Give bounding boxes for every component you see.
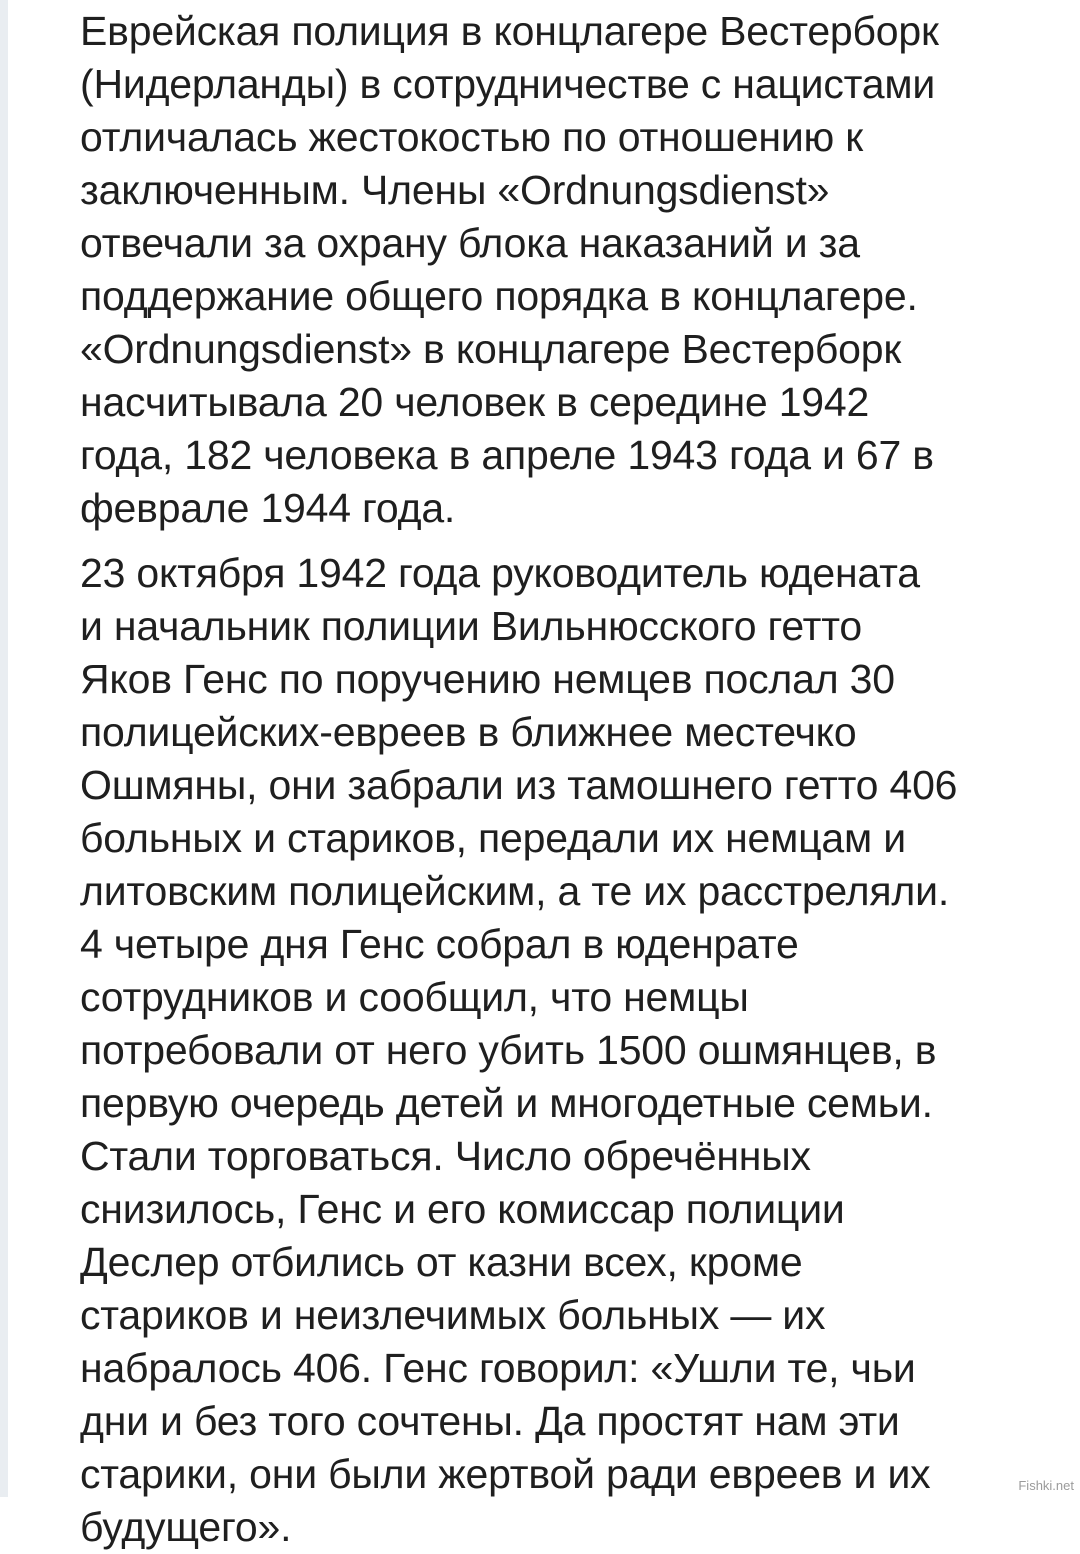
paragraph-vilnius-ghetto: 23 октября 1942 года руководитель юдената и начальник полиции Вильнюсского гетто Яков Генс по поручению немцев послал 30 полицейских-евреев в ближнее местечко Ошмяны, они забрали из тамошнего гетто 406 больных и стариков, передали их немцам и литовским полицейским, а те их расстреляли. 4 четыре дня Генс собрал в юденрате сотрудников и сообщил, что немцы потребовали от него убить 1500 ошмянцев, в первую очередь детей и многодетные семьи. Стали торговаться. Число обречённых снизилось, Генс и его комиссар полиции Деслер отбились от казни всех, кроме стариков и неизлечимых больных — их набралось 406. Генс говорил: «Ушли те, чьи дни и без того сочтены. Да простят нам эти старики, они были жертвой ради евреев и их будущего». [80,550,958,1550]
paragraph-westerbork: Еврейская полиция в концлагере Вестерборк (Нидерланды) в сотрудничестве с нацистами отличалась жестокостью по отношению к заключенным. Члены «Ordnungsdienst» отвечали за охрану блока наказаний и за поддержание общего порядка в концлагере. «Ordnungsdienst» в концлагере Вестерборк насчитывала 20 человек в середине 1942 года, 182 человека в апреле 1943 года и 67 в феврале 1944 года. [80,8,939,531]
article-text [80,5,1075,1554]
left-border-rule [0,0,8,1497]
watermark: Fishki.net [1018,1478,1074,1493]
